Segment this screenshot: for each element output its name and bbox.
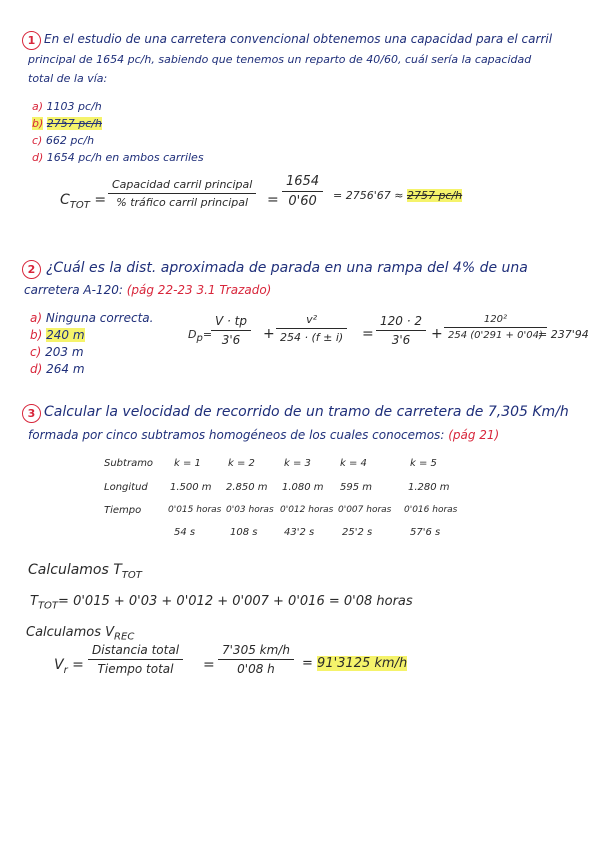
table-cell-longitud-2: 2.850 m — [226, 482, 268, 493]
calc-ttot-expression: $T_{TOT}= 0'015 + 0'03 + 0'012 + 0'007 + 0'016 = 0'08$ horas — [30, 594, 413, 612]
calc-vr-equals-2: = — [203, 657, 215, 673]
table-label-longitud: Longitud — [104, 482, 148, 493]
table-cell-longitud-3: 1.080 m — [282, 482, 324, 493]
table-cell-seconds-1: 54 s — [174, 527, 196, 538]
q2-fraction-braking: $\frac{\text{v²}}{254 \cdot (f \pm i)}$ — [276, 313, 347, 344]
q1-option-b: b) 2757 pc/h — [32, 117, 102, 130]
table-cell-seconds-4: 25'2 s — [342, 527, 373, 538]
q1-option-d: d) 1654 pc/h en ambos carriles — [32, 151, 204, 164]
question-3-line-1: Calcular la velocidad de recorrido de un tramo de carretera de 7,305 Km/h — [44, 404, 569, 420]
q2-option-a: a) Ninguna correcta. — [30, 311, 154, 325]
table-header-k1: k = 1 — [174, 458, 201, 469]
q1-option-c: c) 662 pc/h — [32, 134, 95, 147]
q2-fraction-reaction: $\frac{V \cdot tp}{3'6}$ — [211, 314, 251, 347]
table-cell-longitud-1: 1.500 m — [170, 482, 212, 493]
calc-vr-lhs: $V_r$ = — [54, 657, 84, 676]
q2-formula-lhs: $D_p=$ — [188, 328, 213, 345]
calc-vrec-title: Calculamos $V_{REC}$ — [26, 625, 135, 643]
question-1-line-3: total de la vía: — [28, 72, 108, 85]
table-cell-seconds-3: 43'2 s — [284, 527, 315, 538]
question-2-line-1: ¿Cuál es la dist. aproximada de parada en una rampa del 4% de una — [46, 260, 528, 276]
q2-result: = 237'94 — [538, 328, 589, 341]
question-3-number: 3 — [22, 404, 41, 423]
table-cell-tiempo-5: 0'016 horas — [404, 505, 458, 515]
q2-option-c: c) 203 m — [30, 345, 84, 359]
question-1-line-2: principal de 1654 pc/h, sabiendo que tenemos un reparto de 40/60, cuál sería la capacidad — [28, 53, 532, 66]
table-label-tiempo: Tiempo — [104, 505, 142, 516]
table-cell-longitud-4: 595 m — [340, 482, 373, 493]
table-header-subtramo: Subtramo — [104, 458, 154, 469]
q2-fraction-values-2: $\frac{\text{120²}}{254 (0'291 + 0'04)}$ — [444, 314, 547, 341]
q1-result: = 2756'67 ≈ 2757 pc/h — [333, 189, 463, 202]
table-cell-tiempo-1: 0'015 horas — [168, 505, 222, 515]
calc-vr-fraction-words: Distancia total Tiempo total — [88, 643, 183, 676]
table-header-k2: k = 2 — [228, 458, 255, 469]
question-2-number: 2 — [22, 260, 41, 279]
table-cell-tiempo-2: 0'03 horas — [226, 505, 274, 515]
question-1-number: 1 — [22, 31, 41, 50]
table-cell-tiempo-4: 0'007 horas — [338, 505, 392, 515]
question-1-line-1: En el estudio de una carretera convencional obtenemos una capacidad para el carril — [44, 32, 553, 46]
q1-formula-lhs: $C_{TOT}$ = — [60, 192, 107, 211]
table-cell-tiempo-3: 0'012 horas — [280, 505, 334, 515]
q2-plus-1: + — [263, 326, 275, 342]
question-3-line-2: formada por cinco subtramos homogéneos de los cuales conocemos: (pág 21) — [28, 428, 500, 442]
q1-fraction-values: $\frac{1654}{0'60}$ — [282, 174, 323, 209]
question-2-line-2: carretera A-120: (pág 22-23 3.1 Trazado) — [24, 283, 272, 297]
q2-option-d: d) 264 m — [30, 362, 85, 376]
q1-option-a: a) 1103 pc/h — [32, 100, 102, 113]
q2-equals: = — [362, 326, 374, 342]
calc-ttot-title: Calculamos $T_{TOT}$ — [28, 562, 142, 581]
table-header-k5: k = 5 — [410, 458, 437, 469]
q1-equals: = — [267, 192, 279, 208]
calc-vr-result: = 91'3125 km/h — [302, 656, 408, 671]
table-header-k4: k = 4 — [340, 458, 367, 469]
table-cell-seconds-5: 57'6 s — [410, 527, 441, 538]
table-header-k3: k = 3 — [284, 458, 311, 469]
q2-fraction-values-1: $\frac{120 \cdot 2}{3'6}$ — [376, 314, 426, 347]
q1-fraction-capacity: Capacidad carril principal % tráfico carril principal — [108, 178, 256, 209]
q2-option-b: b) 240 m — [30, 328, 85, 342]
q2-plus-2: + — [431, 326, 443, 342]
calc-vr-fraction-values: $\frac{7'305 km/h}{0'08 h}$ — [218, 643, 294, 676]
table-cell-longitud-5: 1.280 m — [408, 482, 450, 493]
table-cell-seconds-2: 108 s — [230, 527, 258, 538]
